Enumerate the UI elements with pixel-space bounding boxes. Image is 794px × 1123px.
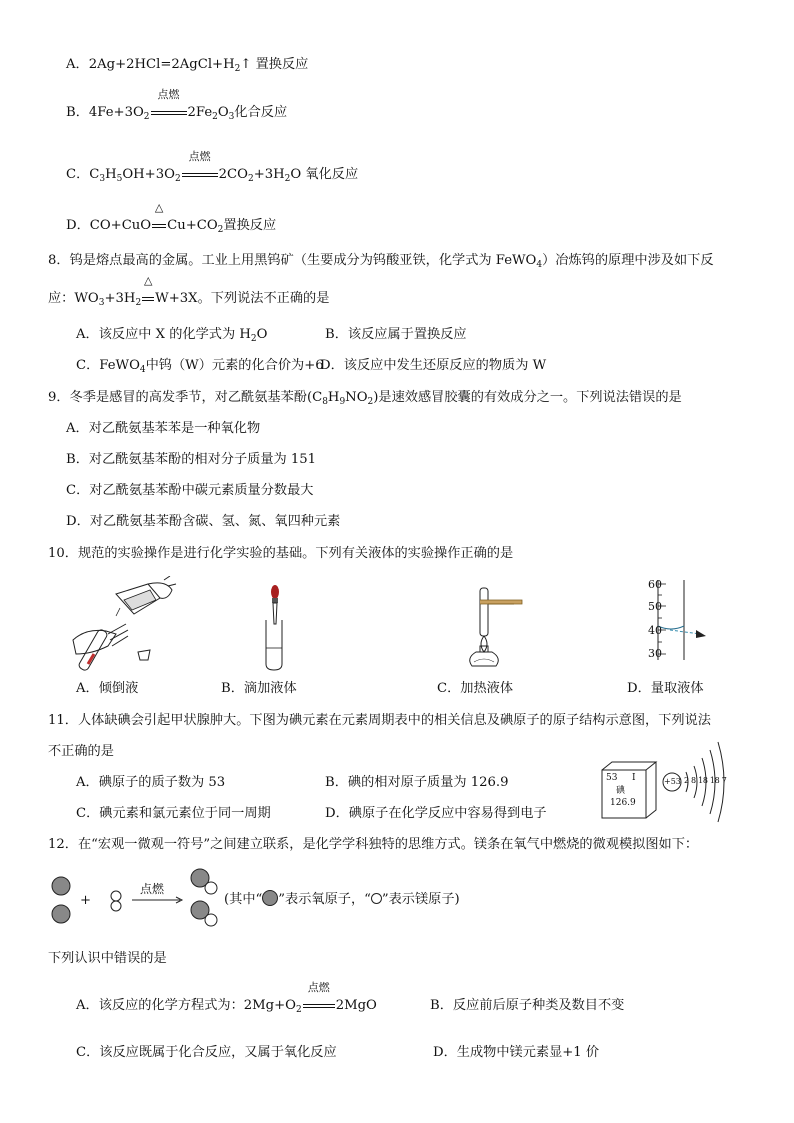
stem-text: H [327,390,340,405]
cylinder-tick-50: 50 [648,600,662,613]
subscript: 3 [99,174,106,184]
equation-text: O [217,105,229,120]
subscript: 2 [250,334,257,344]
q11-option-d [325,805,547,823]
periodic-cell-figure [600,760,658,820]
stem-text: )是速效感冒胶囊的有效成分之一。下列说法错误的是 [373,390,682,405]
subscript: 2 [135,298,142,308]
heating-liquid-figure [458,586,528,670]
option-text: B．该反应属于置换反应 [325,327,467,342]
stem-text: 应：WO [48,291,99,306]
q12-option-c [76,1044,337,1062]
q11-option-b [325,774,509,792]
q9-option-c [66,482,313,500]
cylinder-tick-60: 60 [648,578,662,591]
cylinder-tick-30: 30 [648,647,662,660]
subscript: 2 [367,397,374,407]
option-text: C．对乙酰氨基苯酚中碳元素质量分数最大 [66,483,314,498]
element-number: 53 [606,773,618,783]
q9-stem [48,389,682,407]
option-text: C．FeWO [76,358,140,373]
reaction-type: 置换反应 [223,218,277,233]
subscript: 2 [212,112,218,122]
option-text: B．对乙酰氨基苯酚的相对分子质量为 151 [66,452,317,467]
stem-text: 不正确的是 [48,744,114,759]
q10-option-c [437,680,513,698]
equation-text: +3H [104,291,136,306]
option-text: A．该反应中 X 的化学式为 H [76,327,251,342]
q9-option-a [66,420,260,438]
q10-option-d [627,680,704,698]
q12-legend [224,890,460,909]
q7-option-b [66,88,288,122]
condition-text: △ [143,274,153,287]
electron-shells: 2 8 18 18 7 [684,776,727,785]
equation-text: H [105,167,117,182]
stem-text: NO [345,390,368,405]
subscript: 2 [295,1005,302,1015]
option-text: A．倾倒液 [76,681,139,696]
option-text: 中钨（W）元素的化合价为+6 [145,358,324,373]
condition-text: 点燃 [307,981,330,994]
option-text: O [256,327,268,342]
reaction-condition [151,88,187,122]
option-text: C．该反应既属于化合反应，又属于氧化反应 [76,1045,337,1060]
option-label: D． [66,218,90,233]
subscript: 3 [228,112,235,122]
arrow-condition: 点燃 [140,882,165,896]
equation-text: CO+CuO [89,218,152,233]
equation-text: 2Ag+2HCl=2AgCl+H [88,57,235,72]
subscript: 5 [116,174,123,184]
q10-stem [48,545,513,563]
equation-text: W+3X [155,291,198,306]
plus-sign: + [80,893,92,908]
q8-option-b [325,326,467,344]
element-symbol: I [632,773,636,783]
legend-text: ”表示镁原子) [381,892,460,907]
option-text: A．该反应的化学方程式为：2Mg+O [76,998,296,1013]
option-text: D．生成物中镁元素显+1 价 [433,1045,600,1060]
subscript: 2 [284,174,291,184]
q12-option-d [433,1044,599,1062]
q11-stem-line1 [48,712,711,730]
equation-text: OH+3O [122,167,175,182]
subscript: 4 [536,260,543,270]
option-text: B．碘的相对原子质量为 126.9 [325,775,509,790]
magnesium-atom-icon [371,893,382,904]
option-text: D．对乙酰氨基苯酚含碳、氢、氮、氧四种元素 [66,514,341,529]
q8-stem-line2 [48,274,330,308]
reaction-condition [303,981,335,1015]
q9-option-d [66,513,340,531]
option-text: A．碘原子的质子数为 53 [76,775,226,790]
q11-stem-line2 [48,743,114,761]
legend-text: ”表示氧原子，“ [278,892,371,907]
oxygen-atom-icon [262,890,278,906]
q12-option-b [430,997,624,1015]
reaction-condition [182,150,218,184]
equation-text: 2Fe [187,105,213,120]
stem-text: 10．规范的实验操作是进行化学实验的基础。下列有关液体的实验操作正确的是 [48,546,514,561]
reaction-type: 化合反应 [234,105,288,120]
legend-text: (其中“ [224,892,263,907]
q9-option-b [66,451,316,469]
q8-option-c [76,357,324,375]
subscript: 2 [143,112,150,122]
equation-text: 4Fe+3O [88,105,144,120]
q10-option-b [221,680,297,698]
subscript: 2 [217,225,224,235]
option-text: C．加热液体 [437,681,514,696]
equation-text: +3H [253,167,285,182]
condition-text: △ [154,201,164,214]
q8-stem-line1 [48,252,714,270]
condition-text: 点燃 [188,150,211,163]
stem-text: 8．钨是熔点最高的金属。工业上用黑钨矿（生要成分为钨酸亚铁，化学式为 FeWO [48,253,537,268]
subscript: 8 [322,397,328,407]
dropper-figure [256,584,292,672]
reaction-condition [152,201,166,235]
q10-option-a [76,680,138,698]
q8-option-a [76,326,267,344]
micro-model-figure [48,866,228,938]
q8-option-d [320,357,546,375]
q11-option-c [76,805,271,823]
subscript: 2 [174,174,181,184]
pouring-liquid-figure [68,576,178,676]
q11-option-a [76,774,225,792]
option-text: B．滴加液体 [221,681,297,696]
q7-option-c [66,150,359,184]
condition-text: 点燃 [157,88,180,101]
subscript: 2 [234,64,241,74]
option-label: A． [66,57,89,72]
nucleus-charge: +53 [664,777,681,786]
stem-text: ）冶炼钨的原理中涉及如下反 [542,253,714,268]
q12-option-a [76,981,377,1015]
equation-text: C [89,167,100,182]
option-text: A．对乙酰氨基苯苯是一种氧化物 [66,421,261,436]
reaction-condition [142,274,154,308]
q12-prompt [48,950,167,968]
option-label: B． [66,105,89,120]
option-text: D．该反应中发生还原反应的物质为 W [320,358,547,373]
stem-text: 下列认识中错误的是 [48,951,167,966]
stem-text: 。下列说法不正确的是 [197,291,330,306]
q7-option-d [66,201,277,235]
equation-text: 2MgO [335,998,377,1013]
element-name: 碘 [616,786,626,796]
equation-text: 2CO [218,167,248,182]
subscript: 4 [139,365,146,375]
equation-text: Cu+CO [167,218,218,233]
q7-option-a [66,56,308,74]
option-text: D．碘原子在化学反应中容易得到电子 [325,806,547,821]
option-text: C．碘元素和氯元素位于同一周期 [76,806,271,821]
subscript: 2 [247,174,254,184]
graduated-cylinder-figure [626,576,710,664]
stem-text: 11．人体缺碘会引起甲状腺肿大。下图为碘元素在元素周期表中的相关信息及碘原子的原子结构示意图，下列说法 [48,713,711,728]
subscript: 3 [98,298,105,308]
option-text: B．反应前后原子种类及数目不变 [430,998,625,1013]
stem-text: 9．冬季是感冒的高发季节，对乙酰氨基苯酚(C [48,390,323,405]
cylinder-tick-40: 40 [648,624,662,637]
element-mass: 126.9 [610,798,636,808]
option-text: D．量取液体 [627,681,704,696]
subscript: 9 [339,397,346,407]
stem-text: 12．在“宏观一微观一符号”之间建立联系，是化学学科独特的思维方式。镁条在氧气中燃烧的微观模拟图如下： [48,837,699,852]
q12-stem [48,836,698,854]
reaction-type: ↑ 置换反应 [240,57,309,72]
option-label: C． [66,167,90,182]
reaction-type: O 氧化反应 [290,167,359,182]
